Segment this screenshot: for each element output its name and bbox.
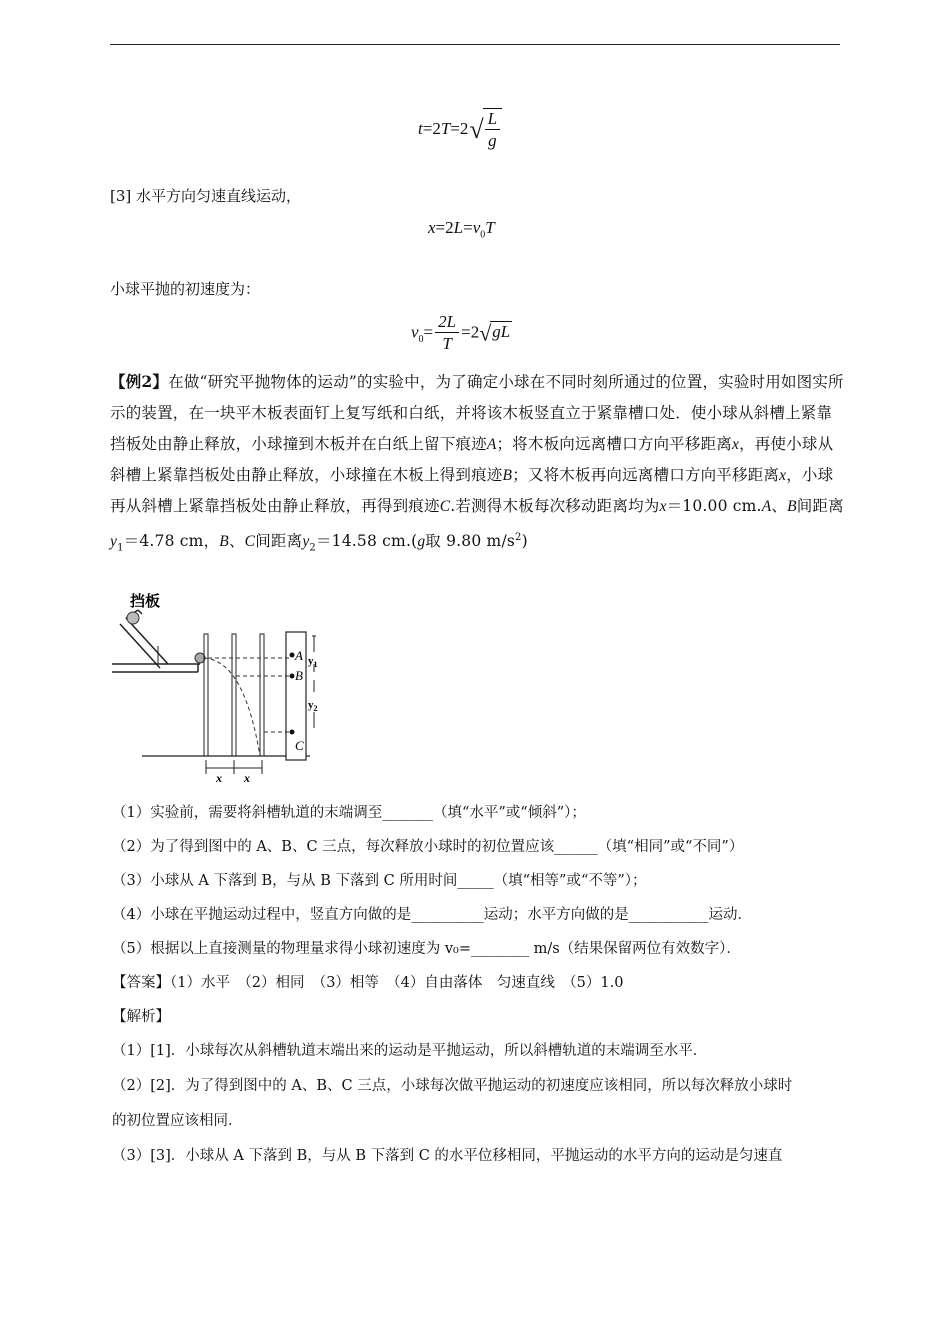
label-baffle: 挡板	[130, 592, 161, 610]
label-y1: $y_1$	[308, 655, 318, 669]
label-x1: x	[216, 771, 222, 784]
question-1: （1）实验前，需要将斜槽轨道的末端调至_______（填“水平”或“倾斜”）；	[112, 805, 586, 821]
analysis-1: （1）[1]．小球每次从斜槽轨道末端出来的运动是平抛运动，所以斜槽轨道的末端调至水平．	[112, 1043, 708, 1059]
question-3: （3）小球从 A 下落到 B，与从 B 下落到 C 所用时间_____（填“相等”或“不等”）；	[112, 873, 647, 889]
apparatus-figure	[112, 588, 342, 784]
intro-initial-velocity: 小球平抛的初速度为：	[110, 280, 261, 298]
label-y2: $y_2$	[308, 699, 318, 713]
point-B: B	[295, 668, 303, 683]
point-A: A	[295, 648, 303, 663]
analysis-2-cont: 的初位置应该相同．	[112, 1113, 243, 1129]
analysis-title: 【解析】	[112, 1009, 170, 1025]
question-2: （2）为了得到图中的 A、B、C 三点，每次释放小球时的初位置应该______（填“相同”或“不同”）	[112, 839, 744, 855]
equation-t: t=2T=2√ $\frac{L}{g}$	[418, 108, 504, 152]
label-x2: x	[244, 771, 250, 784]
equation-v0: $v_0=$ $\frac{2L}{T}$ =2√gL	[411, 312, 511, 353]
question-4: （4）小球在平抛运动过程中，竖直方向做的是__________运动；水平方向做的是___________运动．	[112, 907, 752, 923]
header-rule	[110, 44, 840, 45]
equation-x: $x=2L=v_0T$	[428, 218, 495, 241]
analysis-3: （3）[3]．小球从 A 下落到 B，与从 B 下落到 C 的水平位移相同，平抛运动的水平方向的运动是匀速直	[112, 1148, 783, 1164]
question-5: （5）根据以上直接测量的物理量求得小球初速度为 v₀=________ m/s（结果保留两位有效数字）．	[112, 941, 741, 957]
answer: 【答案】（1）水平 （2）相同 （3）相等 （4）自由落体 匀速直线 （5）1.0	[112, 975, 624, 991]
intro-horizontal-motion: [3] 水平方向匀速直线运动，	[110, 187, 302, 205]
example-2-paragraph: 【例2】在做“研究平抛物体的运动”的实验中，为了确定小球在不同时刻所通过的位置，实验时用如图实所示的装置，在一块平木板表面钉上复写纸和白纸，并将该木板竖直立于紧靠槽口处．使小球从斜槽上紧靠挡板处由静止释放，小球撞到木板并在白纸上留下痕迹A；将木板向远离槽口方向平移距离x，再使小球从斜槽上紧靠挡板处由静止释放，小球撞在木板上得到痕迹B；又将木板再向远离槽口方向平移距离x，小球再从斜槽上紧靠挡板处由静止释放，再得到痕迹C.若测得木板每次移动距离均为x＝10.00 cm.A、B间距离$y_1=4.78$ cm，B、C间距离$y_2=14.58$ cm.(g取 9.80 $m/s^2$)	[110, 372, 844, 554]
analysis-2: （2）[2]．为了得到图中的 A、B、C 三点，小球每次做平抛运动的初速度应该相同，所以每次释放小球时	[112, 1078, 793, 1094]
point-C: C	[295, 738, 304, 753]
